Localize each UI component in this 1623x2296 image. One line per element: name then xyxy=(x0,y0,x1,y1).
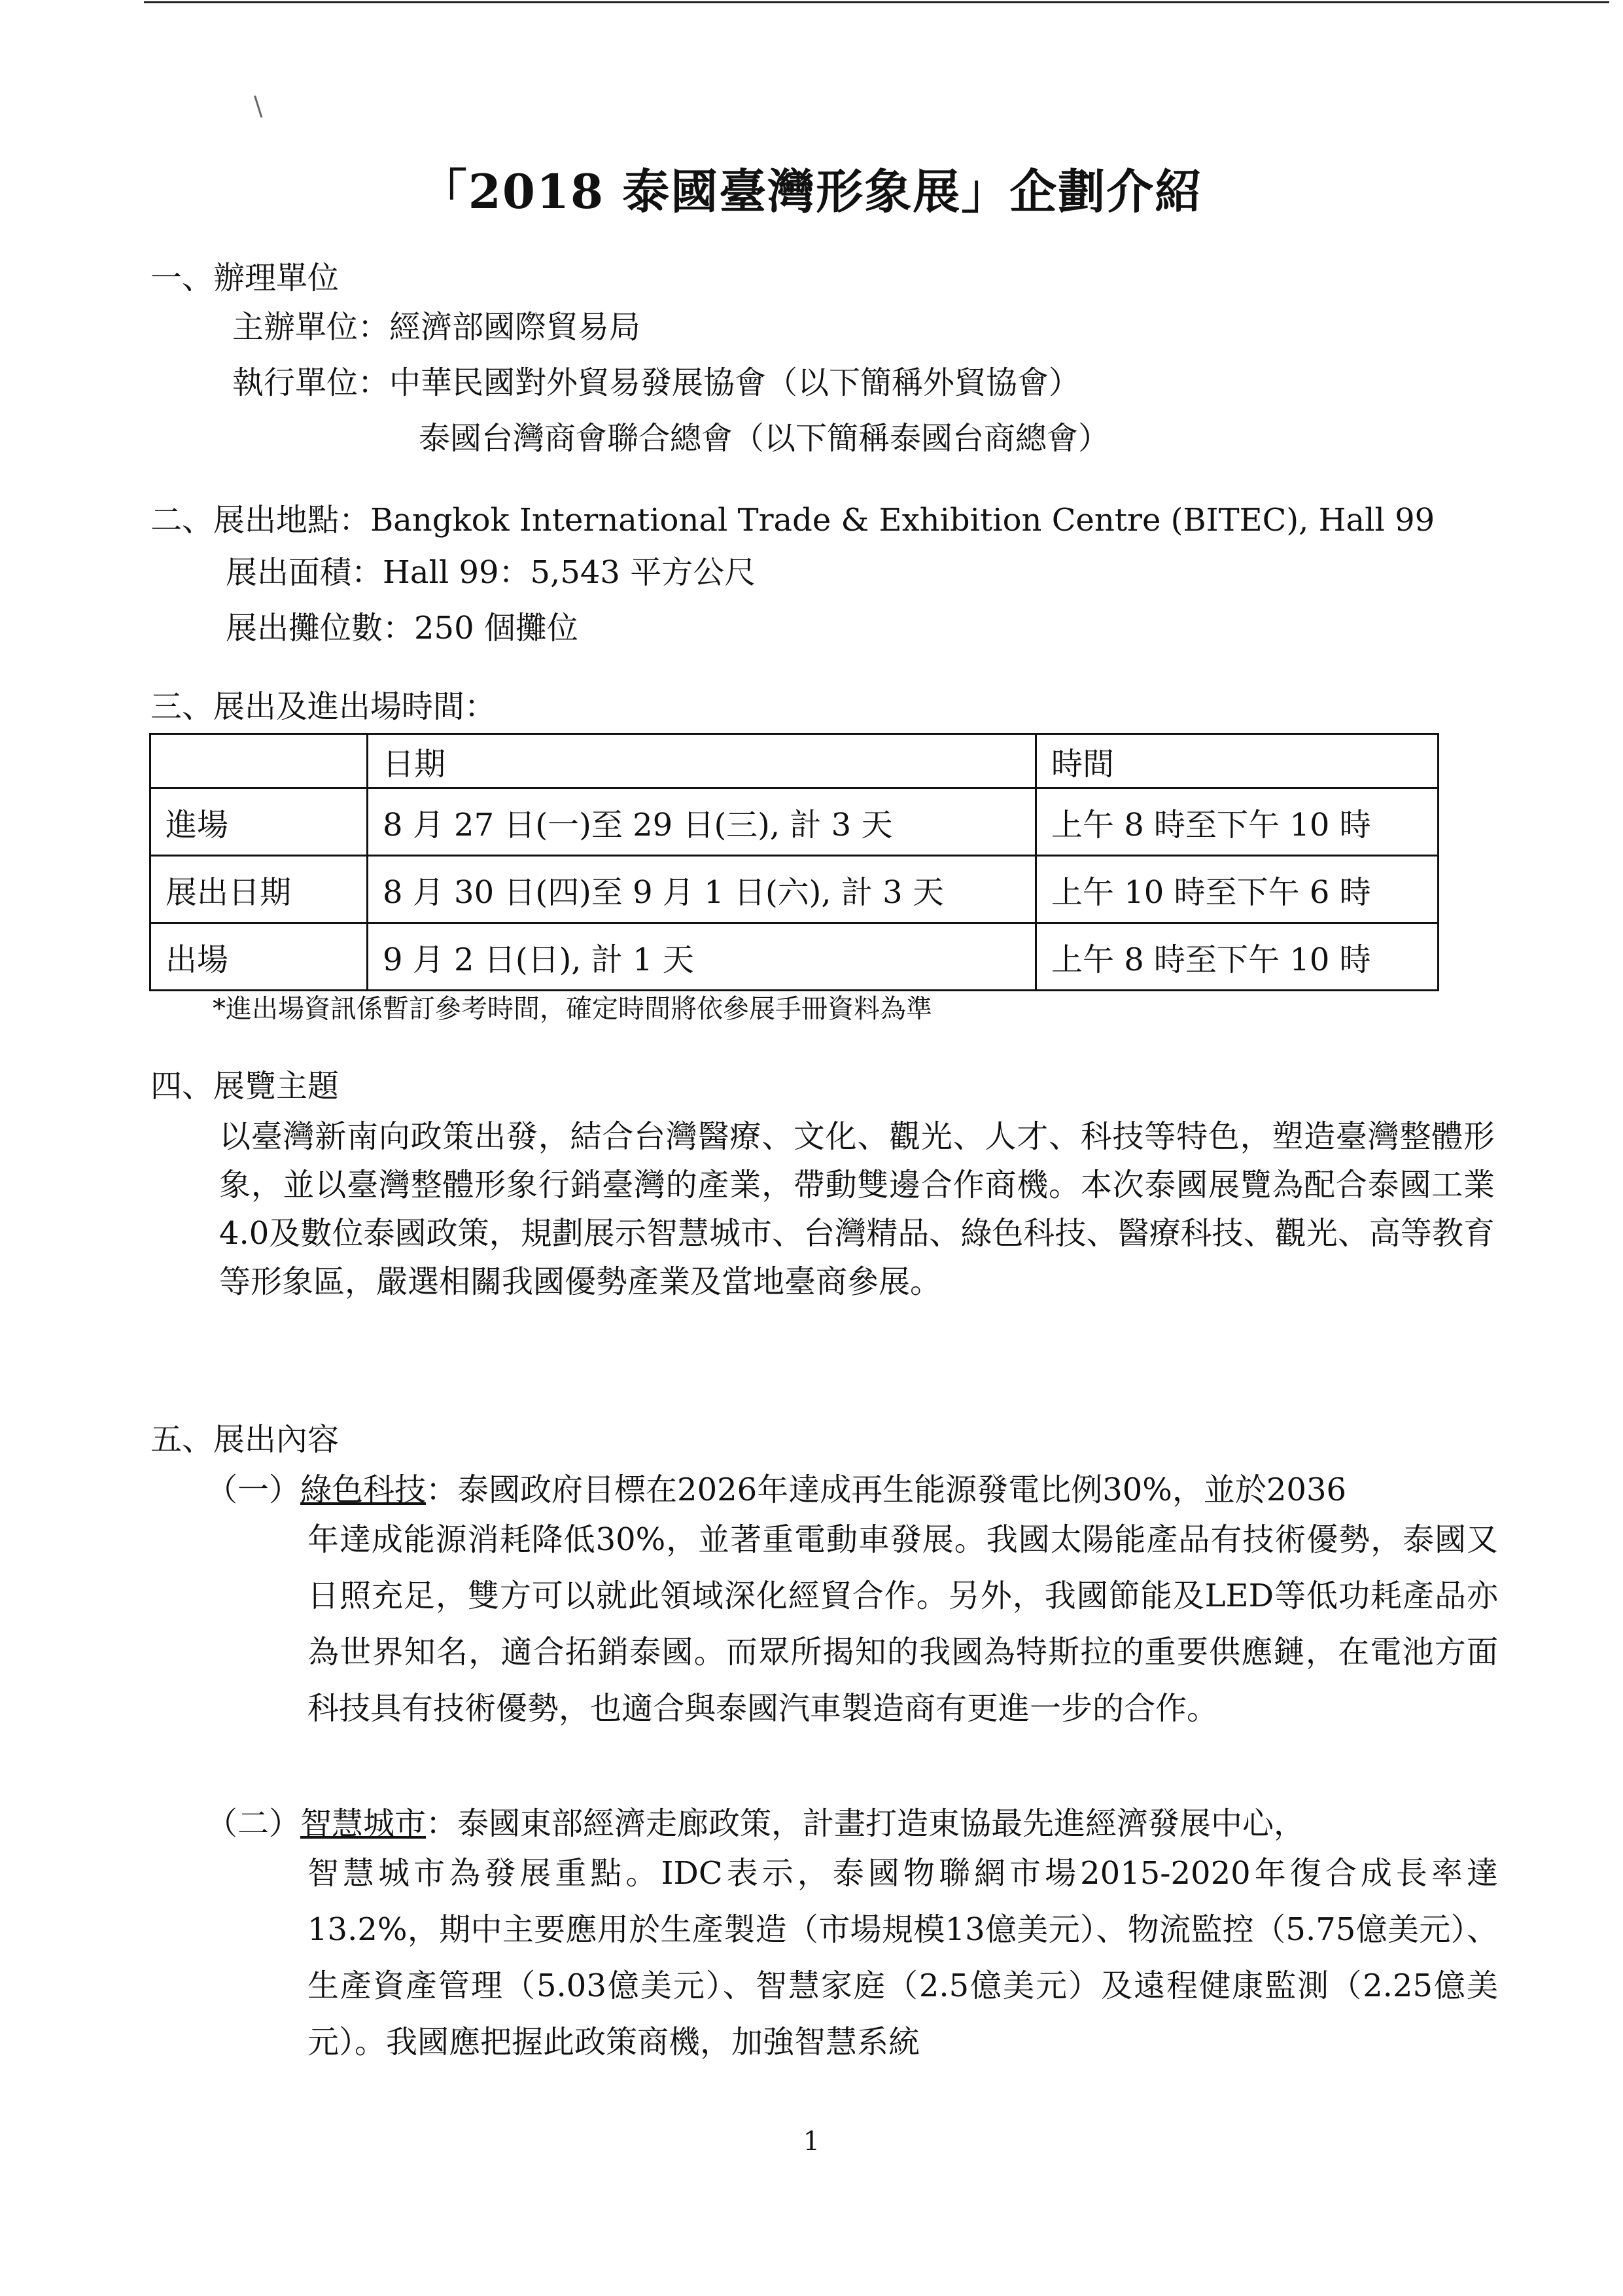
table-row xyxy=(150,923,1439,991)
item-body: 智慧城市為發展重點。IDC表示，泰國物聯網市場2015-2020年復合成長率達13.2%，期中主要應用於生產製造（市場規模13億美元）、物流監控（5.75億美元）、生產資產管理（5.03億美元）、智慧家庭（2.5億美元）及遠程健康監測（2.25億美元）。我國應把握此政策商機，加強智慧系統 xyxy=(307,1855,1498,2060)
table-header-row xyxy=(150,734,1439,788)
table-cell: 進場 xyxy=(150,788,368,856)
scan-top-border xyxy=(144,1,1609,3)
exhibition-area: 展出面積：Hall 99：5,543 平方公尺 xyxy=(226,554,756,591)
table-cell: 上午 8 時至下午 10 時 xyxy=(1036,923,1439,991)
schedule-table xyxy=(149,733,1439,991)
table-cell: 上午 8 時至下午 10 時 xyxy=(1036,788,1439,856)
item-number: （一） xyxy=(206,1472,301,1508)
page-number: 1 xyxy=(803,2127,820,2157)
table-cell: 上午 10 時至下午 6 時 xyxy=(1036,856,1439,923)
item-name: 綠色科技 xyxy=(300,1472,427,1508)
page-title: 「2018 泰國臺灣形象展」企劃介紹 xyxy=(419,164,1204,219)
content-item-smart-city xyxy=(206,1799,1305,1848)
executor-unit-1: 執行單位：中華民國對外貿易發展協會（以下簡稱外貿協會） xyxy=(232,364,1081,401)
executor-unit-2: 泰國台灣商會聯合總會（以下簡稱泰國台商總會） xyxy=(419,420,1110,457)
section-4-heading: 四、展覽主題 xyxy=(150,1068,340,1104)
item-number: （二） xyxy=(206,1805,301,1842)
content-item-green-tech xyxy=(206,1466,1346,1514)
exhibition-theme-paragraph: 以臺灣新南向政策出發，結合台灣醫療、文化、觀光、人才、科技等特色，塑造臺灣整體形象，並以臺灣整體形象行銷臺灣的產業，帶動雙邊合作商機。本次泰國展覽為配合泰國工業4.0及數位泰國政策，規劃展示智慧城市、台灣精品、綠色科技、醫療科技、觀光、高等教育等形象區，嚴選相關我國優勢產業及當地臺商參展。 xyxy=(219,1118,1495,1300)
table-cell: 出場 xyxy=(150,923,368,991)
host-unit: 主辦單位：經濟部國際貿易局 xyxy=(232,309,641,345)
table-cell: 8 月 27 日(一)至 29 日(三), 計 3 天 xyxy=(368,788,1036,856)
scan-mark: \ xyxy=(254,92,263,122)
section-1-heading: 一、辦理單位 xyxy=(150,260,340,296)
table-header-cell: 日期 xyxy=(368,734,1036,788)
exhibition-booths: 展出攤位數：250 個攤位 xyxy=(226,610,578,646)
table-header-cell xyxy=(150,734,368,788)
table-cell: 9 月 2 日(日), 計 1 天 xyxy=(368,923,1036,991)
item-first-line: ：泰國東部經濟走廊政策，計畫打造東協最先進經濟發展中心， xyxy=(426,1805,1306,1842)
table-row xyxy=(150,856,1439,923)
table-row xyxy=(150,788,1439,856)
item-first-line: ：泰國政府目標在2026年達成再生能源發電比例30%，並於2036 xyxy=(426,1472,1347,1508)
item-body: 年達成能源消耗降低30%，並著重電動車發展。我國太陽能產品有技術優勢，泰國又日照充足，雙方可以就此領域深化經貿合作。另外，我國節能及LED等低功耗產品亦為世界知名，適合拓銷泰國。而眾所揭知的我國為特斯拉的重要供應鏈，在電池方面科技具有技術優勢，也適合與泰國汽車製造商有更進一步的合作。 xyxy=(307,1521,1498,1727)
table-header-cell: 時間 xyxy=(1036,734,1439,788)
section-5-heading: 五、展出內容 xyxy=(150,1421,340,1458)
table-cell: 展出日期 xyxy=(150,856,368,923)
table-cell: 8 月 30 日(四)至 9 月 1 日(六), 計 3 天 xyxy=(368,856,1036,923)
exhibition-venue: 二、展出地點：Bangkok International Trade & Exhibition Centre (BITEC), Hall 99 xyxy=(150,502,1435,539)
section-3-heading: 三、展出及進出場時間： xyxy=(150,688,497,725)
item-name: 智慧城市 xyxy=(300,1805,427,1842)
schedule-note: *進出場資訊係暫訂參考時間，確定時間將依參展手冊資料為準 xyxy=(213,994,932,1024)
